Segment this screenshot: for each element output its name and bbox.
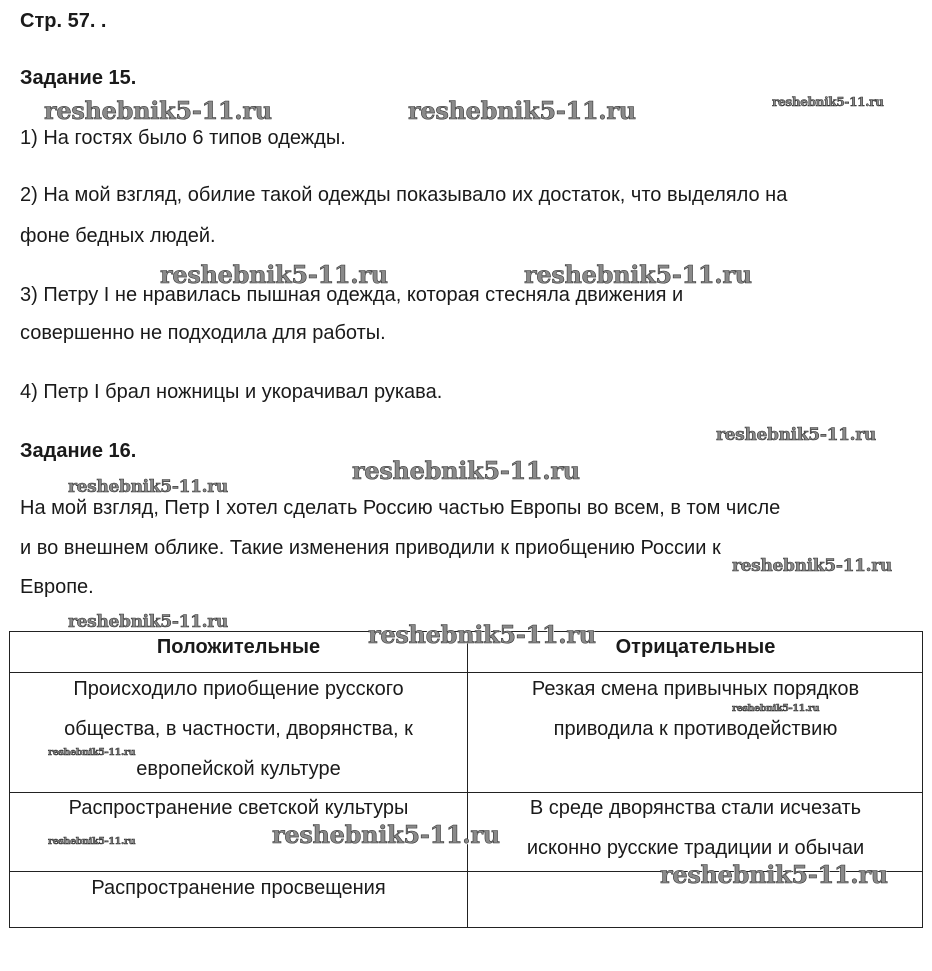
cell-line: Резкая смена привычных порядков — [531, 678, 860, 700]
watermark: reshebnik5-11.ru — [272, 820, 500, 849]
task15-answer-2-line-1: 2) На мой взгляд, обилие такой одежды показывало их достаток, что выделяло на — [20, 184, 788, 206]
task15-answer-3-line-2: совершенно не подходила для работы. — [20, 322, 386, 344]
watermark: reshebnik5-11.ru — [732, 556, 892, 576]
cell-line: В среде дворянства стали исчезать — [529, 797, 862, 819]
table-header-negative: Отрицательные — [615, 636, 776, 658]
cell-line: приводила к противодействию — [553, 718, 838, 740]
watermark: reshebnik5-11.ru — [48, 747, 136, 758]
watermark: reshebnik5-11.ru — [408, 96, 636, 125]
watermark: reshebnik5-11.ru — [368, 620, 596, 649]
task15-title: Задание 15. — [20, 67, 137, 89]
watermark: reshebnik5-11.ru — [732, 703, 820, 714]
cell-line: исконно русские традиции и обычаи — [526, 837, 865, 859]
watermark: reshebnik5-11.ru — [660, 860, 888, 889]
cell-line: европейской культуре — [136, 758, 341, 780]
watermark: reshebnik5-11.ru — [68, 612, 228, 632]
task16-line-1: На мой взгляд, Петр I хотел сделать Россию частью Европы во всем, в том числе — [20, 497, 781, 519]
watermark: reshebnik5-11.ru — [48, 836, 136, 847]
watermark: reshebnik5-11.ru — [716, 425, 876, 445]
task15-answer-4: 4) Петр I брал ножницы и укорачивал рукава. — [20, 381, 443, 403]
watermark: reshebnik5-11.ru — [352, 456, 580, 485]
cell-line: Распространение просвещения — [91, 877, 386, 899]
table-cell-positive-3 — [10, 868, 467, 908]
task16-line-2: и во внешнем облике. Такие изменения приводили к приобщению России к — [20, 537, 721, 559]
table-cell-negative-2 — [468, 788, 923, 868]
cell-line: Распространение светской культуры — [68, 797, 409, 819]
table-cell-positive-1 — [10, 669, 467, 789]
watermark: reshebnik5-11.ru — [68, 477, 228, 497]
watermark: reshebnik5-11.ru — [44, 96, 272, 125]
task16-line-3: Европе. — [20, 576, 94, 598]
page-header: Стр. 57. . — [20, 10, 107, 32]
table-header-positive: Положительные — [156, 636, 321, 658]
watermark: reshebnik5-11.ru — [524, 260, 752, 289]
cell-line: общества, в частности, дворянства, к — [64, 718, 413, 740]
task16-title: Задание 16. — [20, 440, 137, 462]
table-cell-negative-1 — [468, 669, 923, 749]
task15-answer-1: 1) На гостях было 6 типов одежды. — [20, 127, 346, 149]
task15-answer-2-line-2: фоне бедных людей. — [20, 225, 216, 247]
watermark: reshebnik5-11.ru — [772, 95, 884, 109]
task15-answer-3-line-1: 3) Петру I не нравилась пышная одежда, которая стесняла движения и — [20, 284, 684, 306]
watermark: reshebnik5-11.ru — [160, 260, 388, 289]
cell-line: Происходило приобщение русского — [73, 678, 404, 700]
